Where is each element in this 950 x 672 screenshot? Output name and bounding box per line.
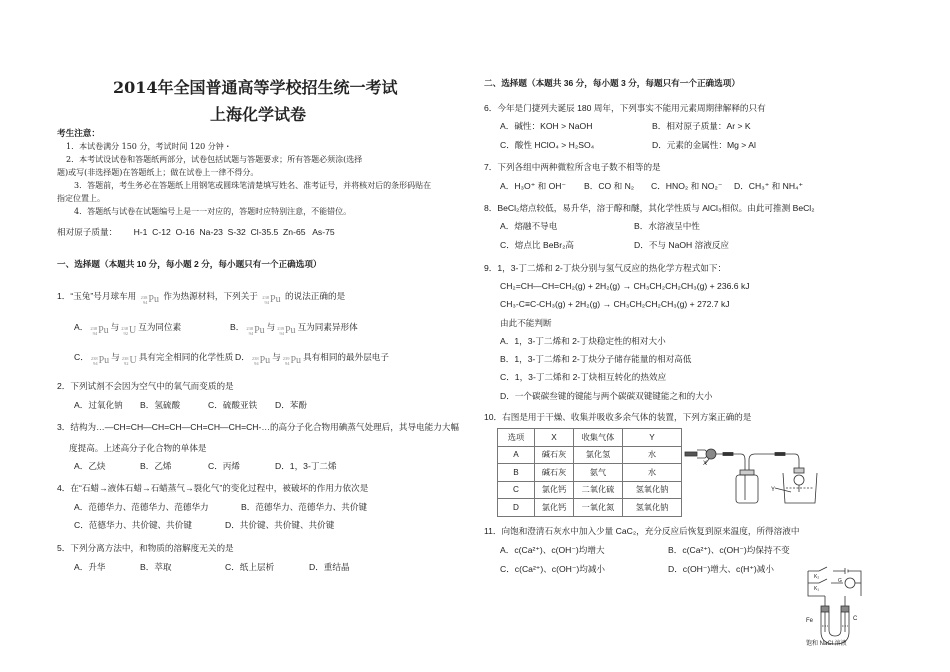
- q4-option-c[interactable]: C．范德华力、共价键、共价键: [74, 520, 192, 530]
- q8-option-a[interactable]: A．熔融不导电: [500, 221, 558, 231]
- q1-text: 的说法正确的是: [285, 291, 346, 301]
- q1-option-a[interactable]: A． 238 94 Pu 与 238 92 U 互为同位素: [74, 322, 182, 336]
- q9-equation-2: CH₃-C≡C-CH₃(g) + 2H₂(g) → CH₃CH₂CH₂CH₃(g) + 272.7 kJ: [500, 299, 730, 309]
- q3-stem-cont: 度提高。上述高分子化合物的单体是: [69, 443, 207, 453]
- exam-title: 2014年全国普通高等学校招生统一考试: [113, 78, 398, 97]
- q7-stem: 7．下列各组中两种微粒所含电子数不相等的是: [484, 162, 661, 172]
- q2-option-d[interactable]: D．苯酚: [275, 400, 307, 410]
- q2-option-b[interactable]: B．氢硫酸: [140, 400, 181, 410]
- q4-stem: 4．在“石蜡→液体石蜡→石蜡蒸气→裂化气”的变化过程中，被破坏的作用力依次是: [57, 483, 369, 493]
- q1-option-c[interactable]: C． 238 94 Pu 与 238 92 U 具有完全相同的化学性质: [74, 352, 234, 366]
- table-row: B 碱石灰 氨气 水: [498, 464, 682, 482]
- atomic-mass-label: 相对原子质量：: [57, 227, 118, 237]
- q6-option-b[interactable]: B．相对原子质量：Ar > K: [652, 121, 751, 131]
- atomic-masses: [57, 226, 335, 238]
- q9-option-d[interactable]: D．一个碳碳叁键的键能与两个碳碳双键键能之和的大小: [500, 391, 713, 401]
- gas-apparatus-diagram: [683, 440, 823, 505]
- q7-option-c[interactable]: C．HNO₂ 和 NO₂⁻: [651, 181, 723, 191]
- q11-stem: 11．向饱和澄清石灰水中加入少量 CaC₂，充分反应后恢复到原来温度，所得溶液中: [484, 526, 800, 536]
- table-row: D 氯化钙 一氧化氮 氢氧化钠: [498, 499, 682, 517]
- notice-item: 题)或写(非选择题)在答题纸上；做在试卷上一律不得分。: [57, 168, 259, 177]
- q9-lead: 由此不能判断: [500, 318, 552, 328]
- section1-heading: 一、选择题（本题共 10 分，每小题 2 分，每小题只有一个正确选项）: [57, 259, 322, 269]
- circuit-label-k1: K₁: [814, 586, 820, 592]
- q9-stem: 9．1，3-丁二烯和 2-丁炔分别与氢气反应的热化学方程式如下：: [484, 263, 727, 273]
- q7-option-a[interactable]: A．H₃O⁺ 和 OH⁻: [500, 181, 567, 191]
- notice-item: 1．本试卷满分 150 分，考试时间 120 分钟・: [66, 142, 232, 151]
- q9-equation-1: CH₂=CH—CH=CH₂(g) + 2H₂(g) → CH₃CH₂CH₂CH₃(g) + 236.6 kJ: [500, 281, 750, 291]
- q8-option-d[interactable]: D．不与 NaOH 溶液反应: [634, 240, 730, 250]
- q10-table: [497, 428, 682, 517]
- q4-option-b[interactable]: B．范德华力、范德华力、共价键: [241, 502, 368, 512]
- q2-option-c[interactable]: C．硫酸亚铁: [208, 400, 258, 410]
- q2-option-a[interactable]: A．过氧化钠: [74, 400, 123, 410]
- q8-stem: 8．BeCl₂熔点较低，易升华，溶于醇和醚，其化学性质与 AlCl₃相似。由此可推测 BeCl₂: [484, 203, 815, 213]
- circuit-label-fe: Fe: [806, 618, 814, 624]
- q8-option-b[interactable]: B．水溶液呈中性: [634, 221, 700, 231]
- question-1: [57, 290, 345, 306]
- q5-option-c[interactable]: C．纸上层析: [225, 562, 275, 572]
- q2-stem: 2．下列试剂不会因为空气中的氧气而变质的是: [57, 381, 234, 391]
- circuit-label-k2: K₂: [814, 574, 820, 580]
- table-header: X: [535, 429, 574, 447]
- notice-item: 4．答题纸与试卷在试题编号上是一一对应的，答题时应特别注意，不能错位。: [74, 207, 352, 216]
- q6-option-a[interactable]: A．碱性：KOH > NaOH: [500, 121, 593, 131]
- q4-option-a[interactable]: A．范德华力、范德华力、范德华力: [74, 502, 209, 512]
- q1-text: 作为热源材料，下列关于: [163, 291, 258, 301]
- q11-option-a[interactable]: A．c(Ca²⁺)、c(OH⁻)均增大: [500, 545, 605, 555]
- q10-stem: 10．右图是用于干燥、收集并吸收多余气体的装置，下列方案正确的是: [484, 412, 752, 422]
- q5-stem: 5．下列分离方法中，和物质的溶解度无关的是: [57, 543, 234, 553]
- q9-option-a[interactable]: A．1，3-丁二烯和 2-丁炔稳定性的相对大小: [500, 336, 666, 346]
- table-header: 收集气体: [574, 429, 623, 447]
- table-row: C 氯化钙 二氧化硫 氢氧化钠: [498, 481, 682, 499]
- notice-item: 3．答题前，考生务必在答题纸上用钢笔或圆珠笔清楚填写姓名、准考证号，并将核对后的条形码贴在: [74, 181, 432, 190]
- atomic-mass-values: H-1 C-12 O-16 Na-23 S-32 Cl-35.5 Zn-65 As-75: [133, 227, 335, 237]
- q6-option-d[interactable]: D．元素的金属性：Mg > Al: [652, 140, 756, 150]
- q3-option-d[interactable]: D．1，3-丁二烯: [275, 461, 337, 471]
- q9-option-b[interactable]: B．1，3-丁二烯和 2-丁炔分子储存能量的相对高低: [500, 354, 692, 364]
- isotope-pu238: 238 94 Pu: [140, 294, 159, 305]
- q9-option-c[interactable]: C．1，3-丁二烯和 2-丁炔相互转化的热效应: [500, 372, 667, 382]
- diagram-label-x: X: [703, 461, 708, 467]
- q5-option-b[interactable]: B．萃取: [140, 562, 172, 572]
- q3-option-a[interactable]: A．乙炔: [74, 461, 106, 471]
- notice-item: 2．本考试设试卷和答题纸两部分，试卷包括试题与答题要求；所有答题必须涂(选择: [66, 155, 363, 164]
- notice-item: 指定位置上。: [57, 194, 105, 203]
- circuit-label-c: C: [853, 616, 858, 622]
- q11-option-b[interactable]: B．c(Ca²⁺)、c(OH⁻)均保持不变: [668, 545, 790, 555]
- q6-stem: 6．今年是门捷列夫诞辰 180 周年，下列事实不能用元素周期律解释的只有: [484, 103, 766, 113]
- q3-option-b[interactable]: B．乙烯: [140, 461, 172, 471]
- q3-stem: 3．结构为…—CH=CH—CH=CH—CH=CH—CH=CH-…的高分子化合物用碘蒸气处理后，其导电能力大幅: [57, 422, 460, 432]
- table-header-row: [498, 429, 682, 447]
- q5-option-a[interactable]: A．升华: [74, 562, 106, 572]
- q3-option-c[interactable]: C．丙烯: [208, 461, 240, 471]
- q8-option-c[interactable]: C．熔点比 BeBr₂高: [500, 240, 575, 250]
- q7-option-b[interactable]: B．CO 和 N₂: [584, 181, 635, 191]
- q1-text: 1．“玉兔”号月球车用: [57, 291, 137, 301]
- q5-option-d[interactable]: D．重结晶: [309, 562, 350, 572]
- q11-option-d[interactable]: D．c(OH⁻)增大、c(H⁺)减小: [668, 564, 774, 574]
- notice-heading: 考生注意：: [57, 128, 100, 138]
- table-header: Y: [623, 429, 682, 447]
- section2-heading: 二、选择题（本题共 36 分，每小题 3 分，每题只有一个正确选项）: [484, 78, 740, 88]
- q7-option-d[interactable]: D．CH₃⁺ 和 NH₄⁺: [734, 181, 804, 191]
- isotope-pu238: 238 94 Pu: [262, 294, 281, 305]
- table-header: 选项: [498, 429, 535, 447]
- diagram-label-y: Y: [771, 487, 776, 493]
- exam-subtitle: 上海化学试卷: [210, 105, 307, 124]
- q11-option-c[interactable]: C．c(Ca²⁺)、c(OH⁻)均减小: [500, 564, 606, 574]
- q1-option-b[interactable]: B． 238 94 Pu 与 239 94 Pu 互为同素异形体: [230, 322, 358, 336]
- circuit-label-solution: 饱和 NaCl 溶液: [806, 641, 847, 647]
- q4-option-d[interactable]: D．共价键、共价键、共价键: [225, 520, 335, 530]
- table-row: A 碱石灰 氯化氢 水: [498, 446, 682, 464]
- circuit-label-g: G: [838, 578, 842, 584]
- q6-option-c[interactable]: C．酸性 HClO₄ > H₂SO₄: [500, 140, 595, 150]
- q1-option-d[interactable]: D． 238 94 Pu 与 239 94 Pu 具有相同的最外层电子: [235, 352, 389, 366]
